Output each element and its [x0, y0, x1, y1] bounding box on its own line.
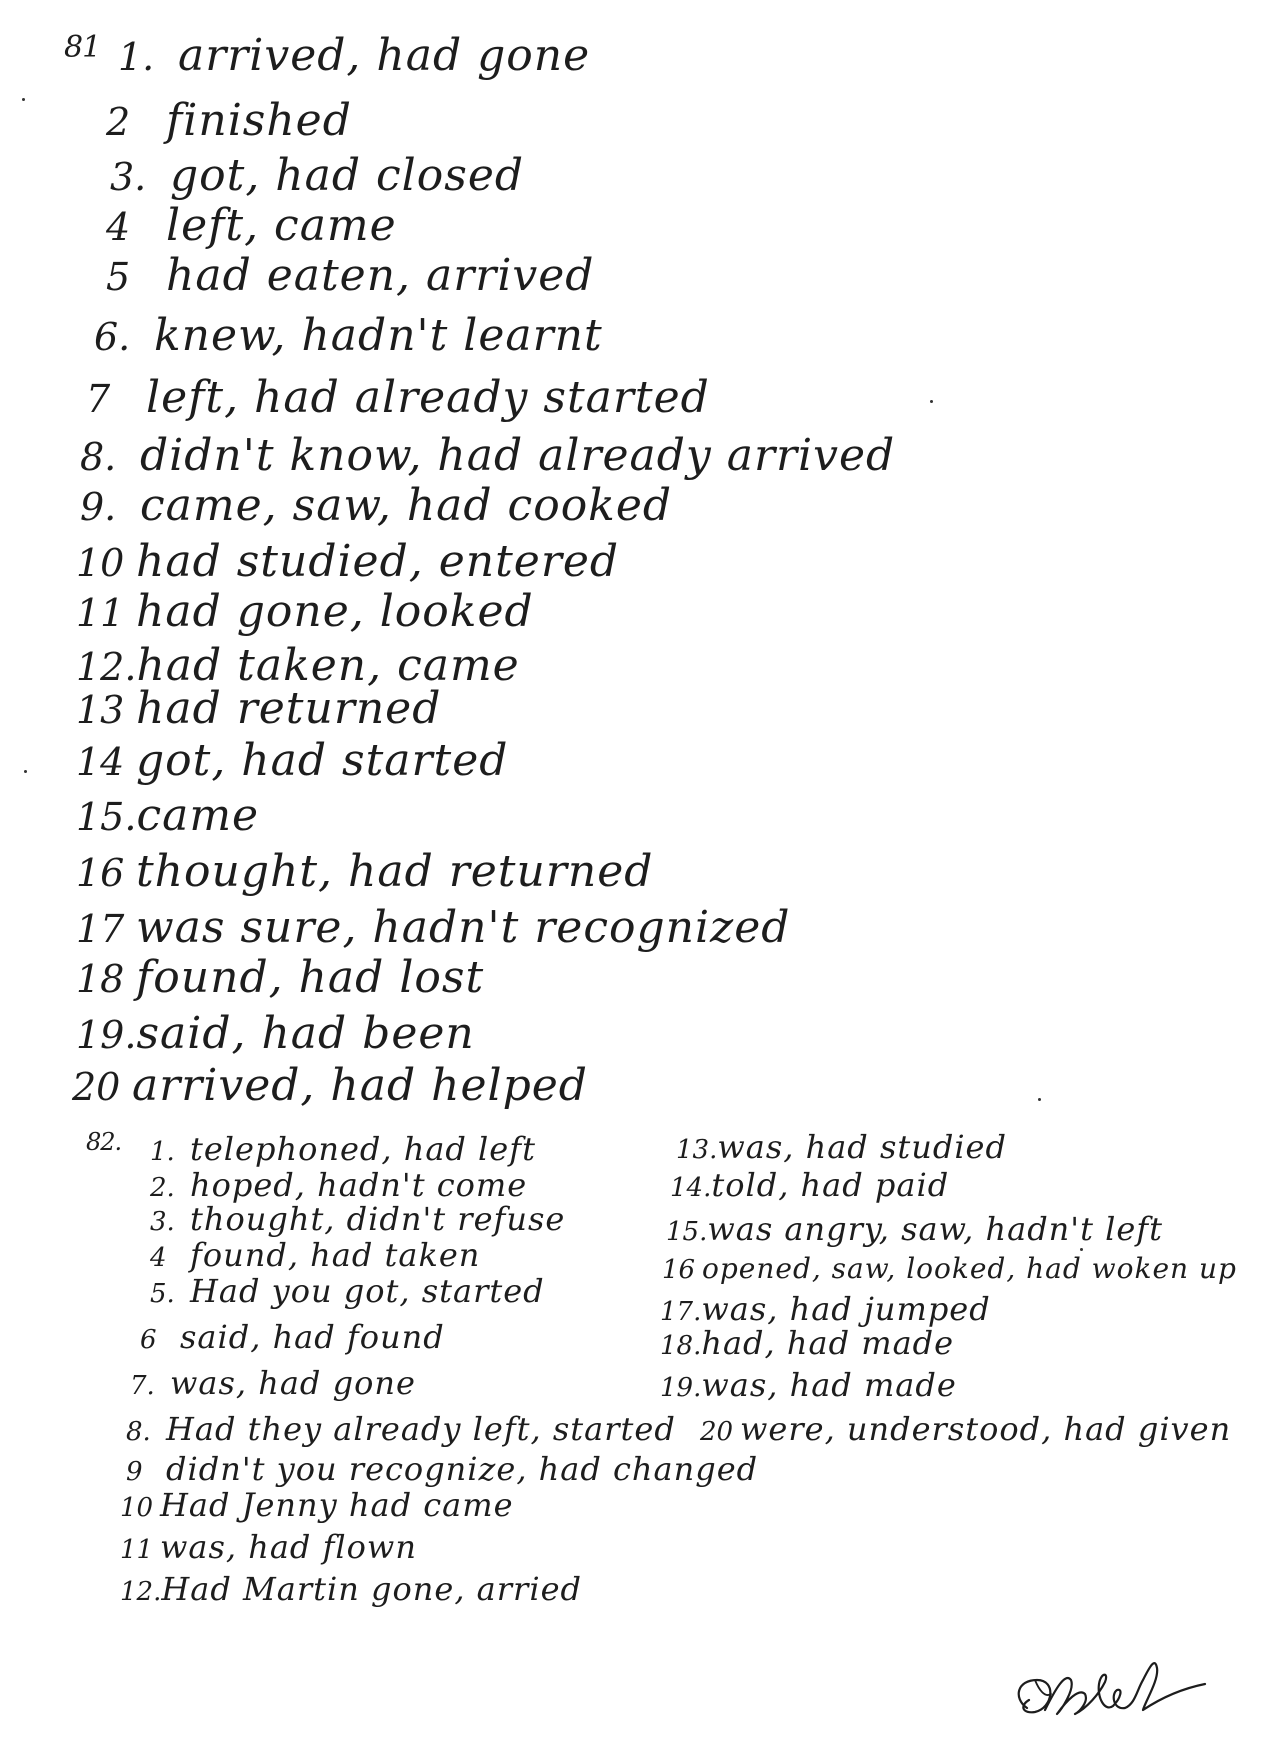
item-answer: got, had started [136, 735, 509, 786]
item-answer: hoped, hadn't come [190, 1166, 528, 1204]
item-answer: was angry, saw, hadn't left [707, 1210, 1163, 1248]
item-number: 15. [666, 1217, 708, 1247]
item-answer: had, had made [701, 1324, 955, 1362]
item-answer: arrived, had gone [178, 30, 591, 81]
list-item [130, 1364, 416, 1402]
item-answer: Had you got, started [190, 1272, 545, 1310]
item-answer: Had they already left, started [166, 1410, 676, 1448]
list-item [94, 310, 603, 361]
item-number: 7 [86, 377, 111, 421]
item-number: 4 [150, 1243, 167, 1273]
item-answer: were, understood, had given [740, 1410, 1232, 1448]
list-item [662, 1252, 1237, 1285]
list-item [76, 952, 484, 1003]
item-answer: had gone, looked [136, 586, 534, 637]
item-number: 2. [150, 1173, 175, 1203]
list-item [120, 1486, 514, 1524]
item-number: 2 [106, 100, 131, 144]
list-item [150, 1272, 545, 1310]
list-item [76, 902, 790, 953]
item-number: 14 [76, 740, 125, 784]
item-answer: had studied, entered [136, 536, 620, 587]
item-answer: came [136, 790, 260, 841]
list-item [140, 1318, 445, 1356]
item-number: 19. [660, 1373, 702, 1403]
list-item [110, 150, 524, 201]
item-answer: didn't you recognize, had changed [166, 1450, 759, 1488]
item-number: 6. [94, 315, 131, 359]
item-answer: said, had been [136, 1008, 475, 1059]
item-number: 5 [106, 255, 131, 299]
item-answer: found, had lost [136, 952, 485, 1003]
list-item [76, 1008, 475, 1059]
item-answer: found, had taken [190, 1236, 481, 1274]
item-number: 13. [676, 1135, 718, 1165]
item-number: 9. [80, 485, 117, 529]
item-number: 18. [660, 1331, 702, 1361]
list-item [76, 846, 653, 897]
item-answer: was sure, hadn't recognized [136, 902, 791, 953]
list-item [660, 1324, 954, 1362]
scan-speck [930, 400, 933, 403]
item-number: 8. [126, 1417, 151, 1447]
item-number: 9 [126, 1457, 143, 1487]
item-number: 17 [76, 907, 125, 951]
item-answer: told, had paid [711, 1166, 950, 1204]
list-item [660, 1290, 991, 1328]
item-number: 19. [76, 1013, 137, 1057]
item-number: 7. [130, 1371, 155, 1401]
item-number: 1. [118, 35, 155, 79]
item-number: 8. [80, 435, 117, 479]
item-number: 4 [106, 205, 131, 249]
item-number: 5. [150, 1279, 175, 1309]
item-answer: got, had closed [170, 150, 525, 201]
list-item [700, 1410, 1231, 1448]
item-answer: was, had studied [717, 1128, 1007, 1166]
list-item [86, 372, 710, 423]
exercise-81-label: 81 [64, 30, 101, 65]
item-number: 12. [120, 1577, 162, 1607]
item-number: 13 [76, 688, 125, 732]
list-item [76, 683, 441, 734]
item-number: 16 [662, 1255, 696, 1285]
signature [1005, 1650, 1215, 1740]
item-answer: didn't know, had already arrived [140, 430, 896, 481]
scan-speck [1038, 1098, 1041, 1101]
list-item [106, 250, 594, 301]
item-number: 16 [76, 851, 125, 895]
item-answer: had returned [136, 683, 442, 734]
item-answer: Had Jenny had came [160, 1486, 514, 1524]
item-number: 11 [76, 591, 125, 635]
scan-speck [22, 98, 25, 101]
list-item [150, 1236, 480, 1274]
item-answer: finished [166, 95, 352, 146]
list-item [106, 95, 352, 146]
list-item [660, 1366, 957, 1404]
item-number: 6 [140, 1325, 157, 1355]
scan-speck [24, 770, 27, 773]
exercise-82-label: 82. [86, 1128, 122, 1156]
list-item [80, 430, 895, 481]
item-number: 10 [76, 541, 125, 585]
scan-speck [1080, 1248, 1083, 1251]
list-item [150, 1166, 527, 1204]
list-item [76, 586, 534, 637]
list-item [120, 1570, 582, 1608]
item-number: 1. [150, 1137, 175, 1167]
item-answer: came, saw, had cooked [140, 480, 673, 531]
item-number: 14. [670, 1173, 712, 1203]
item-answer: was, had gone [170, 1364, 416, 1402]
item-answer: knew, hadn't learnt [154, 310, 603, 361]
item-answer: had eaten, arrived [166, 250, 595, 301]
list-item [666, 1210, 1163, 1248]
item-answer: was, had made [701, 1366, 957, 1404]
list-item [150, 1130, 536, 1168]
list-item [76, 735, 508, 786]
list-item [76, 790, 259, 841]
item-number: 15. [76, 795, 137, 839]
list-item [676, 1128, 1007, 1166]
list-item [670, 1166, 949, 1204]
item-number: 3. [150, 1207, 175, 1237]
list-item [126, 1410, 676, 1448]
item-answer: telephoned, had left [190, 1130, 536, 1168]
item-answer: opened, saw, looked, had woken up [702, 1252, 1237, 1285]
item-number: 12. [76, 645, 137, 689]
item-number: 20 [700, 1417, 734, 1447]
item-answer: had taken, came [136, 640, 520, 691]
item-number: 17. [660, 1297, 702, 1327]
item-answer: thought, didn't refuse [190, 1200, 566, 1238]
item-answer: said, had found [180, 1318, 445, 1356]
list-item [76, 536, 619, 587]
item-answer: left, came [166, 200, 397, 251]
item-answer: left, had already started [146, 372, 710, 423]
item-answer: was, had flown [160, 1528, 417, 1566]
list-item [120, 1528, 417, 1566]
item-number: 18 [76, 957, 125, 1001]
item-answer: thought, had returned [136, 846, 654, 897]
list-item [118, 30, 590, 81]
item-number: 11 [120, 1535, 154, 1565]
item-number: 10 [120, 1493, 154, 1523]
list-item [150, 1200, 565, 1238]
list-item [72, 1060, 588, 1111]
list-item [80, 480, 672, 531]
list-item [126, 1450, 758, 1488]
item-number: 20 [72, 1065, 121, 1109]
item-answer: was, had jumped [701, 1290, 991, 1328]
list-item [106, 200, 397, 251]
item-number: 3. [110, 155, 147, 199]
item-answer: Had Martin gone, arried [161, 1570, 582, 1608]
item-answer: arrived, had helped [132, 1060, 588, 1111]
